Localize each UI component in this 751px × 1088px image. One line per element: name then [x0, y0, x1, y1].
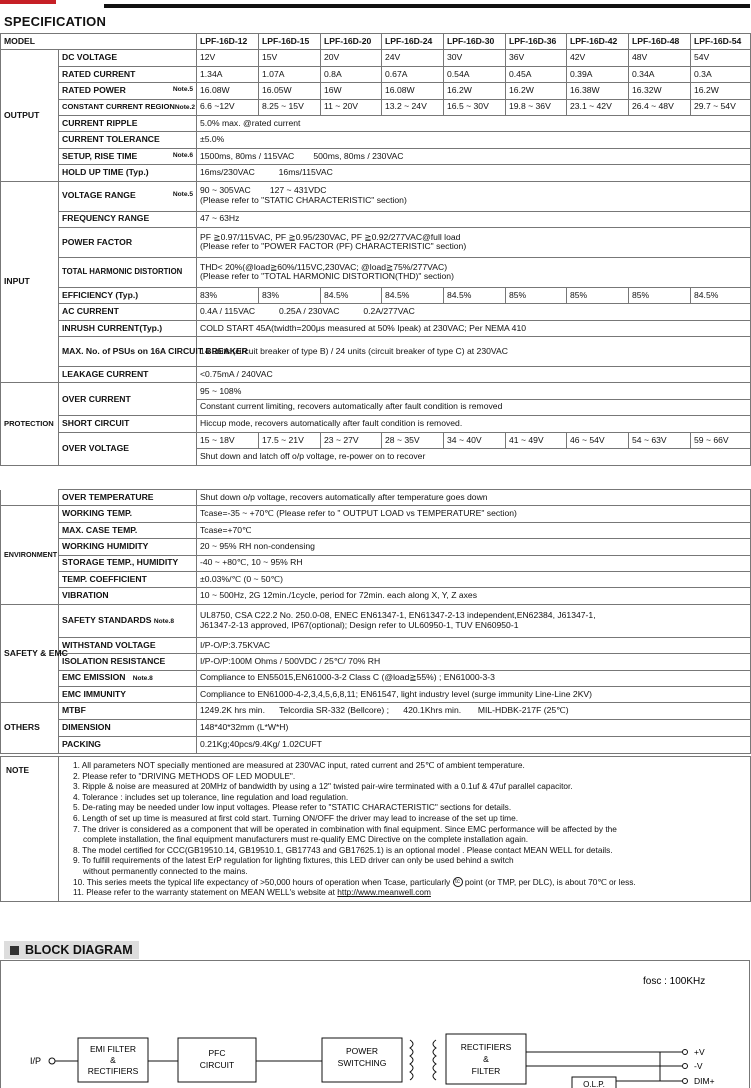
value-cell: I/P-O/P:100M Ohms / 500VDC / 25℃/ 70% RH — [197, 654, 751, 670]
value-cell: 24V — [382, 50, 444, 66]
value-cell: 34 ~ 40V — [444, 432, 506, 448]
notes-label: NOTE — [1, 757, 59, 902]
value-cell: 84.5% — [691, 287, 751, 303]
protection-category-tail — [1, 490, 59, 506]
value-cell: 13.2 ~ 24V — [382, 99, 444, 115]
voltage-range-text: VOLTAGE RANGE — [62, 190, 136, 201]
output-label: DIM+ — [694, 1076, 715, 1086]
value-cell: 0.3A — [691, 66, 751, 82]
current-ripple-label: CURRENT RIPPLE — [59, 115, 197, 131]
note-item: 6. Length of set up time is measured at first cold start. Turning ON/OFF the driver may lead to increase of the set up time. — [73, 812, 519, 823]
value-cell: 10 ~ 500Hz, 2G 12min./1cycle, period for 72min. each along X, Y, Z axes — [197, 588, 751, 604]
line: Constant current limiting, recovers automatically after fault condition is removed — [200, 400, 503, 411]
humidity-row — [1, 539, 751, 555]
value-cell: COLD START 45A(twidth=200μs measured at 50% Ipeak) at 230VAC; Per NEMA 410 — [197, 320, 751, 336]
current-tolerance-row — [1, 132, 751, 148]
model-cell: LPF-16D-48 — [629, 34, 691, 50]
value-cell: Compliance to EN55015,EN61000-3-2 Class C (@load≧55%) ; EN61000-3-3 — [197, 670, 751, 686]
dimension-row — [1, 720, 751, 737]
safety-standards-row — [1, 604, 751, 637]
note-ref: Note.2 — [174, 104, 196, 111]
model-cell: LPF-16D-24 — [382, 34, 444, 50]
rated-current-row — [1, 66, 751, 82]
input-terminal — [49, 1058, 55, 1064]
value-cell: 84.5% — [382, 287, 444, 303]
input-category: INPUT — [1, 181, 59, 383]
note-item: 9. To fulfill requirements of the latest ErP regulation for lighting fixtures, this LED driver can only be used behind a switch — [73, 855, 514, 866]
rated-power-label — [59, 83, 197, 99]
model-label: MODEL — [1, 34, 197, 50]
cc-region-row — [1, 99, 751, 115]
value-cell: 54 ~ 63V — [629, 432, 691, 448]
note-item: 7. The driver is considered as a component that will be operated in combination with final equipment. Since EMC performance will be affected by the — [73, 823, 617, 834]
value-cell: 20V — [321, 50, 382, 66]
short-circuit-label: SHORT CIRCUIT — [59, 416, 197, 432]
value-cell: <0.75mA / 240VAC — [197, 367, 751, 383]
pfc-line: CIRCUIT — [199, 1060, 235, 1070]
value-cell: 148*40*32mm (L*W*H) — [197, 720, 751, 737]
thd-row — [1, 257, 751, 287]
line: UL8750, CSA C22.2 No. 250.0-08, ENEC EN61347-1, EN61347-2-13 independent,EN62384, J61347-1, — [200, 610, 596, 621]
others-category: OTHERS — [1, 703, 59, 754]
model-cell: LPF-16D-15 — [259, 34, 321, 50]
note-item: 4. Tolerance : includes set up tolerance, line regulation and load regulation. — [73, 791, 349, 802]
value-cell: 12V — [197, 50, 259, 66]
line: THD< 20%(@load≧60%/115VC,230VAC; @load≧75%/277VAC) — [200, 261, 448, 272]
protection-category: PROTECTION — [1, 383, 59, 465]
value-cell: 0.67A — [382, 66, 444, 82]
value-cell: 84.5% — [444, 287, 506, 303]
line: PF ≧0.97/115VAC, PF ≧0.95/230VAC, PF ≧0.92/277VAC@full load — [200, 231, 461, 242]
value-cell: 16ms/230VAC 16ms/115VAC — [197, 165, 751, 181]
safety-standards-label — [59, 604, 197, 637]
value-cell — [197, 383, 751, 416]
storage-row — [1, 555, 751, 571]
value-cell: 46 ~ 54V — [567, 432, 629, 448]
value-cell: 19.8 ~ 36V — [506, 99, 567, 115]
hold-up-row — [1, 165, 751, 181]
specification-title: SPECIFICATION — [4, 14, 107, 29]
line: (Please refer to "TOTAL HARMONIC DISTORTION(THD)" section) — [200, 271, 454, 282]
transformer-secondary-icon — [433, 1040, 436, 1080]
max-psu-row — [1, 337, 751, 367]
vibration-row — [1, 588, 751, 604]
note-item: 1. All parameters NOT specially mentioned are measured at 230VAC input, rated current and 25℃ of ambient temperature. — [73, 760, 525, 770]
emi-line: RECTIFIERS — [87, 1066, 139, 1076]
safety-standards-text: SAFETY STANDARDS — [62, 614, 152, 625]
model-cell: LPF-16D-42 — [567, 34, 629, 50]
over-current-row — [1, 383, 751, 416]
hold-up-label: HOLD UP TIME (Typ.) — [59, 165, 197, 181]
leakage-row — [1, 367, 751, 383]
value-cell: 16.2W — [506, 83, 567, 99]
working-temp-label: WORKING TEMP. — [59, 506, 197, 522]
note-text: point (or TMP, per DLC), is about 70℃ or less. — [464, 876, 636, 887]
pfc-line: PFC — [208, 1048, 226, 1058]
value-cell: 16.05W — [259, 83, 321, 99]
value-cell: 0.21Kg;40pcs/9.4Kg/ 1.02CUFT — [197, 737, 751, 754]
value-cell: 0.8A — [321, 66, 382, 82]
setup-rise-text: SETUP, RISE TIME — [62, 150, 138, 161]
value-cell: ±0.03%/℃ (0 ~ 50℃) — [197, 571, 751, 587]
notes-list — [59, 757, 750, 901]
top-bar — [0, 0, 750, 12]
ac-current-row — [1, 304, 751, 320]
power-factor-label: POWER FACTOR — [59, 227, 197, 257]
over-current-label: OVER CURRENT — [59, 383, 197, 416]
note-text: 10. This series meets the typical life expectancy of >50,000 hours of operation when Tcase, particularly — [73, 876, 451, 887]
setup-rise-row — [1, 148, 751, 164]
value-cell: 15 ~ 18V — [197, 432, 259, 448]
frequency-row — [1, 211, 751, 227]
value-cell: 0.34A — [629, 66, 691, 82]
emi-line: EMI FILTER — [89, 1044, 137, 1054]
value-cell — [197, 181, 751, 211]
value-cell: 85% — [506, 287, 567, 303]
rated-power-row — [1, 83, 751, 99]
note-ref: Note.5 — [172, 191, 193, 199]
cc-region-label — [59, 99, 197, 115]
value-cell: 41 ~ 49V — [506, 432, 567, 448]
vibration-label: VIBRATION — [59, 588, 197, 604]
value-cell: 1.34A — [197, 66, 259, 82]
setup-rise-label — [59, 148, 197, 164]
packing-row — [1, 737, 751, 754]
value-cell: 16.32W — [629, 83, 691, 99]
rect-line: & — [483, 1054, 489, 1064]
value-cell: 5.0% max. @rated current — [197, 115, 751, 131]
ac-current-label: AC CURRENT — [59, 304, 197, 320]
max-case-label: MAX. CASE TEMP. — [59, 522, 197, 538]
note-item: 3. Ripple & noise are measured at 20MHz of bandwidth by using a 12" twisted pair-wire terminated with a 0.1uf & 47uf parallel capacitor. — [73, 781, 573, 792]
current-tolerance-label: CURRENT TOLERANCE — [59, 132, 197, 148]
notes-table — [0, 756, 751, 902]
value-cell: 1500ms, 80ms / 115VAC 500ms, 80ms / 230VAC — [197, 148, 751, 164]
max-psu-label: MAX. No. of PSUs on 16A CIRCUIT BREAKER — [59, 337, 197, 367]
value-cell: 8.25 ~ 15V — [259, 99, 321, 115]
dimension-label: DIMENSION — [59, 720, 197, 737]
value-cell: 16.2W — [691, 83, 751, 99]
working-temp-row — [1, 506, 751, 522]
value-cell: 6.6 ~12V — [197, 99, 259, 115]
value-cell: Shut down o/p voltage, recovers automatically after temperature goes down — [197, 490, 751, 506]
value-cell: Hiccup mode, recovers automatically after fault condition is removed. — [197, 416, 751, 432]
value-cell: -40 ~ +80℃, 10 ~ 95% RH — [197, 555, 751, 571]
withstand-label: WITHSTAND VOLTAGE — [59, 637, 197, 653]
value-cell: 28 ~ 35V — [382, 432, 444, 448]
value-cell: 11 ~ 20V — [321, 99, 382, 115]
value-cell: 15V — [259, 50, 321, 66]
rated-power-text: RATED POWER — [62, 85, 126, 96]
value-cell: 48V — [629, 50, 691, 66]
value-cell: 17.5 ~ 21V — [259, 432, 321, 448]
environment-category: ENVIRONMENT — [1, 506, 59, 604]
over-voltage-row — [1, 432, 751, 448]
withstand-row — [1, 637, 751, 653]
rated-current-label: RATED CURRENT — [59, 66, 197, 82]
specification-table — [0, 33, 751, 465]
value-cell: 85% — [567, 287, 629, 303]
line: J61347-2-13 approved, IP67(optional); Design refer to UL60950-1, TUV EN60950-1 — [200, 619, 519, 630]
value-cell: 36V — [506, 50, 567, 66]
block-diagram — [0, 960, 750, 1088]
input-label: I/P — [30, 1056, 42, 1066]
value-cell: 83% — [259, 287, 321, 303]
value-cell: 30V — [444, 50, 506, 66]
frequency-label: FREQUENCY RANGE — [59, 211, 197, 227]
dc-voltage-row — [1, 50, 751, 66]
value-cell: Tcase=-35 ~ +70℃ (Please refer to " OUTPUT LOAD vs TEMPERATURE" section) — [197, 506, 751, 522]
olp-label: O.L.P. — [583, 1080, 605, 1088]
header-rule — [104, 4, 750, 8]
notes-row — [1, 757, 751, 902]
value-cell: 47 ~ 63Hz — [197, 211, 751, 227]
note-ref: Note.8 — [153, 617, 174, 625]
emc-emission-text: EMC EMISSION — [62, 672, 126, 683]
value-cell: 85% — [629, 287, 691, 303]
emc-immunity-row — [1, 686, 751, 702]
value-cell: 1249.2K hrs min. Telcordia SR-332 (Bellcore) ; 420.1Khrs min. MIL-HDBK-217F (25℃) — [197, 703, 751, 720]
value-cell — [197, 227, 751, 257]
block-diagram-title — [4, 941, 139, 959]
value-cell: 0.4A / 115VAC 0.25A / 230VAC 0.2A/277VAC — [197, 304, 751, 320]
value-cell: 1.07A — [259, 66, 321, 82]
rect-line: RECTIFIERS — [460, 1042, 512, 1052]
note-item: complete installation, the final equipment manufacturers must re-qualify EMC Directive on the complete installation again. — [83, 834, 529, 845]
value-cell: 0.39A — [567, 66, 629, 82]
model-cell: LPF-16D-12 — [197, 34, 259, 50]
over-temp-row — [1, 490, 751, 506]
isolation-label: ISOLATION RESISTANCE — [59, 654, 197, 670]
fosc-label: fosc : 100KHz — [643, 976, 706, 987]
model-cell: LPF-16D-54 — [691, 34, 751, 50]
value-cell: ±5.0% — [197, 132, 751, 148]
over-voltage-label: OVER VOLTAGE — [59, 432, 197, 465]
value-cell: 16.38W — [567, 83, 629, 99]
output-terminal — [683, 1079, 688, 1084]
output-label: +V — [694, 1047, 705, 1057]
emc-emission-label — [59, 670, 197, 686]
max-case-row — [1, 522, 751, 538]
safety-category: SAFETY & EMC — [1, 604, 59, 703]
value-cell: 59 ~ 66V — [691, 432, 751, 448]
mtbf-row — [1, 703, 751, 720]
value-cell: 29.7 ~ 54V — [691, 99, 751, 115]
value-cell: 26.4 ~ 48V — [629, 99, 691, 115]
note-item: 2. Please refer to "DRIVING METHODS OF LED MODULE". — [73, 770, 296, 781]
note-text: 11. Please refer to the warranty statement on MEAN WELL's website at — [73, 887, 335, 898]
humidity-label: WORKING HUMIDITY — [59, 539, 197, 555]
model-row — [1, 34, 751, 50]
over-temp-label: OVER TEMPERATURE — [59, 490, 197, 506]
emi-line: & — [110, 1055, 116, 1065]
emc-immunity-label: EMC IMMUNITY — [59, 686, 197, 702]
square-bullet-icon — [10, 946, 19, 955]
line: (Please refer to "STATIC CHARACTERISTIC" section) — [200, 195, 407, 206]
specification-table-lower — [0, 489, 751, 754]
note-item — [73, 887, 746, 898]
value-cell: 16.5 ~ 30V — [444, 99, 506, 115]
value-cell: 16.08W — [382, 83, 444, 99]
value-cell: 16.08W — [197, 83, 259, 99]
power-line: POWER — [345, 1046, 379, 1056]
power-factor-row — [1, 227, 751, 257]
storage-label: STORAGE TEMP., HUMIDITY — [59, 555, 197, 571]
line: 95 ~ 108% — [197, 385, 750, 400]
value-cell: Tcase=+70℃ — [197, 522, 751, 538]
cc-region-text: CONSTANT CURRENT REGION — [62, 102, 175, 111]
rect-line: FILTER — [471, 1066, 501, 1076]
output-category: OUTPUT — [1, 50, 59, 181]
value-cell: 16.2W — [444, 83, 506, 99]
note-item: 5. De-rating may be needed under low input voltages. Please refer to "STATIC CHARACTERISTIC" sections for details. — [73, 802, 512, 813]
value-cell: 23 ~ 27V — [321, 432, 382, 448]
thd-label: TOTAL HARMONIC DISTORTION — [59, 257, 197, 287]
dc-voltage-label: DC VOLTAGE — [59, 50, 197, 66]
tc-point-icon: tc — [453, 877, 463, 887]
isolation-row — [1, 654, 751, 670]
current-ripple-row — [1, 115, 751, 131]
efficiency-label: EFFICIENCY (Typ.) — [59, 287, 197, 303]
value-cell: Compliance to EN61000-4-2,3,4,5,6,8,11; EN61547, light industry level (surge immunity Line-Line 2KV) — [197, 686, 751, 702]
inrush-label: INRUSH CURRENT(Typ.) — [59, 320, 197, 336]
value-cell: 83% — [197, 287, 259, 303]
model-cell: LPF-16D-30 — [444, 34, 506, 50]
transformer-primary-icon — [410, 1040, 413, 1080]
model-cell: LPF-16D-36 — [506, 34, 567, 50]
value-cell: Shut down and latch off o/p voltage, re-power on to recover — [197, 449, 751, 465]
inrush-row — [1, 320, 751, 336]
value-cell: I/P-O/P:3.75KVAC — [197, 637, 751, 653]
value-cell: 54V — [691, 50, 751, 66]
output-terminal — [683, 1050, 688, 1055]
value-cell — [197, 257, 751, 287]
output-label: -V — [694, 1061, 703, 1071]
line: 90 ~ 305VAC 127 ~ 431VDC — [200, 185, 327, 196]
value-cell — [197, 604, 751, 637]
value-cell: 0.45A — [506, 66, 567, 82]
value-cell: 84.5% — [321, 287, 382, 303]
note-ref: Note.5 — [172, 86, 193, 94]
voltage-range-label — [59, 181, 197, 211]
line: (Please refer to "POWER FACTOR (PF) CHARACTERISTIC" section) — [200, 241, 467, 252]
note-item — [73, 877, 746, 888]
note-ref: Note.6 — [172, 151, 193, 159]
brand-strip — [0, 0, 56, 4]
notes-body — [59, 757, 751, 902]
note-item: without permanently connected to the mains. — [83, 865, 248, 876]
temp-coeff-row — [1, 571, 751, 587]
value-cell: 0.54A — [444, 66, 506, 82]
block-diagram-title-text: BLOCK DIAGRAM — [25, 943, 133, 957]
emc-emission-row — [1, 670, 751, 686]
note-ref: Note.8 — [132, 675, 153, 683]
value-cell: 14 units (circuit breaker of type B) / 24 units (circuit breaker of type C) at 230VAC — [197, 337, 751, 367]
voltage-range-row — [1, 181, 751, 211]
leakage-label: LEAKAGE CURRENT — [59, 367, 197, 383]
power-line: SWITCHING — [337, 1058, 387, 1068]
value-cell: 20 ~ 95% RH non-condensing — [197, 539, 751, 555]
model-cell: LPF-16D-20 — [321, 34, 382, 50]
output-terminal — [683, 1064, 688, 1069]
note-item: 8. The model certified for CCC(GB19510.14, GB19510.1, GB17743 and GB17625.1) is an optional model . Please contact MEAN WELL for details. — [73, 844, 613, 855]
website-link[interactable]: http://www.meanwell.com — [337, 887, 431, 898]
temp-coeff-label: TEMP. COEFFICIENT — [59, 571, 197, 587]
value-cell: 16W — [321, 83, 382, 99]
mtbf-label: MTBF — [59, 703, 197, 720]
efficiency-row — [1, 287, 751, 303]
value-cell: 42V — [567, 50, 629, 66]
packing-label: PACKING — [59, 737, 197, 754]
value-cell: 23.1 ~ 42V — [567, 99, 629, 115]
short-circuit-row — [1, 416, 751, 432]
